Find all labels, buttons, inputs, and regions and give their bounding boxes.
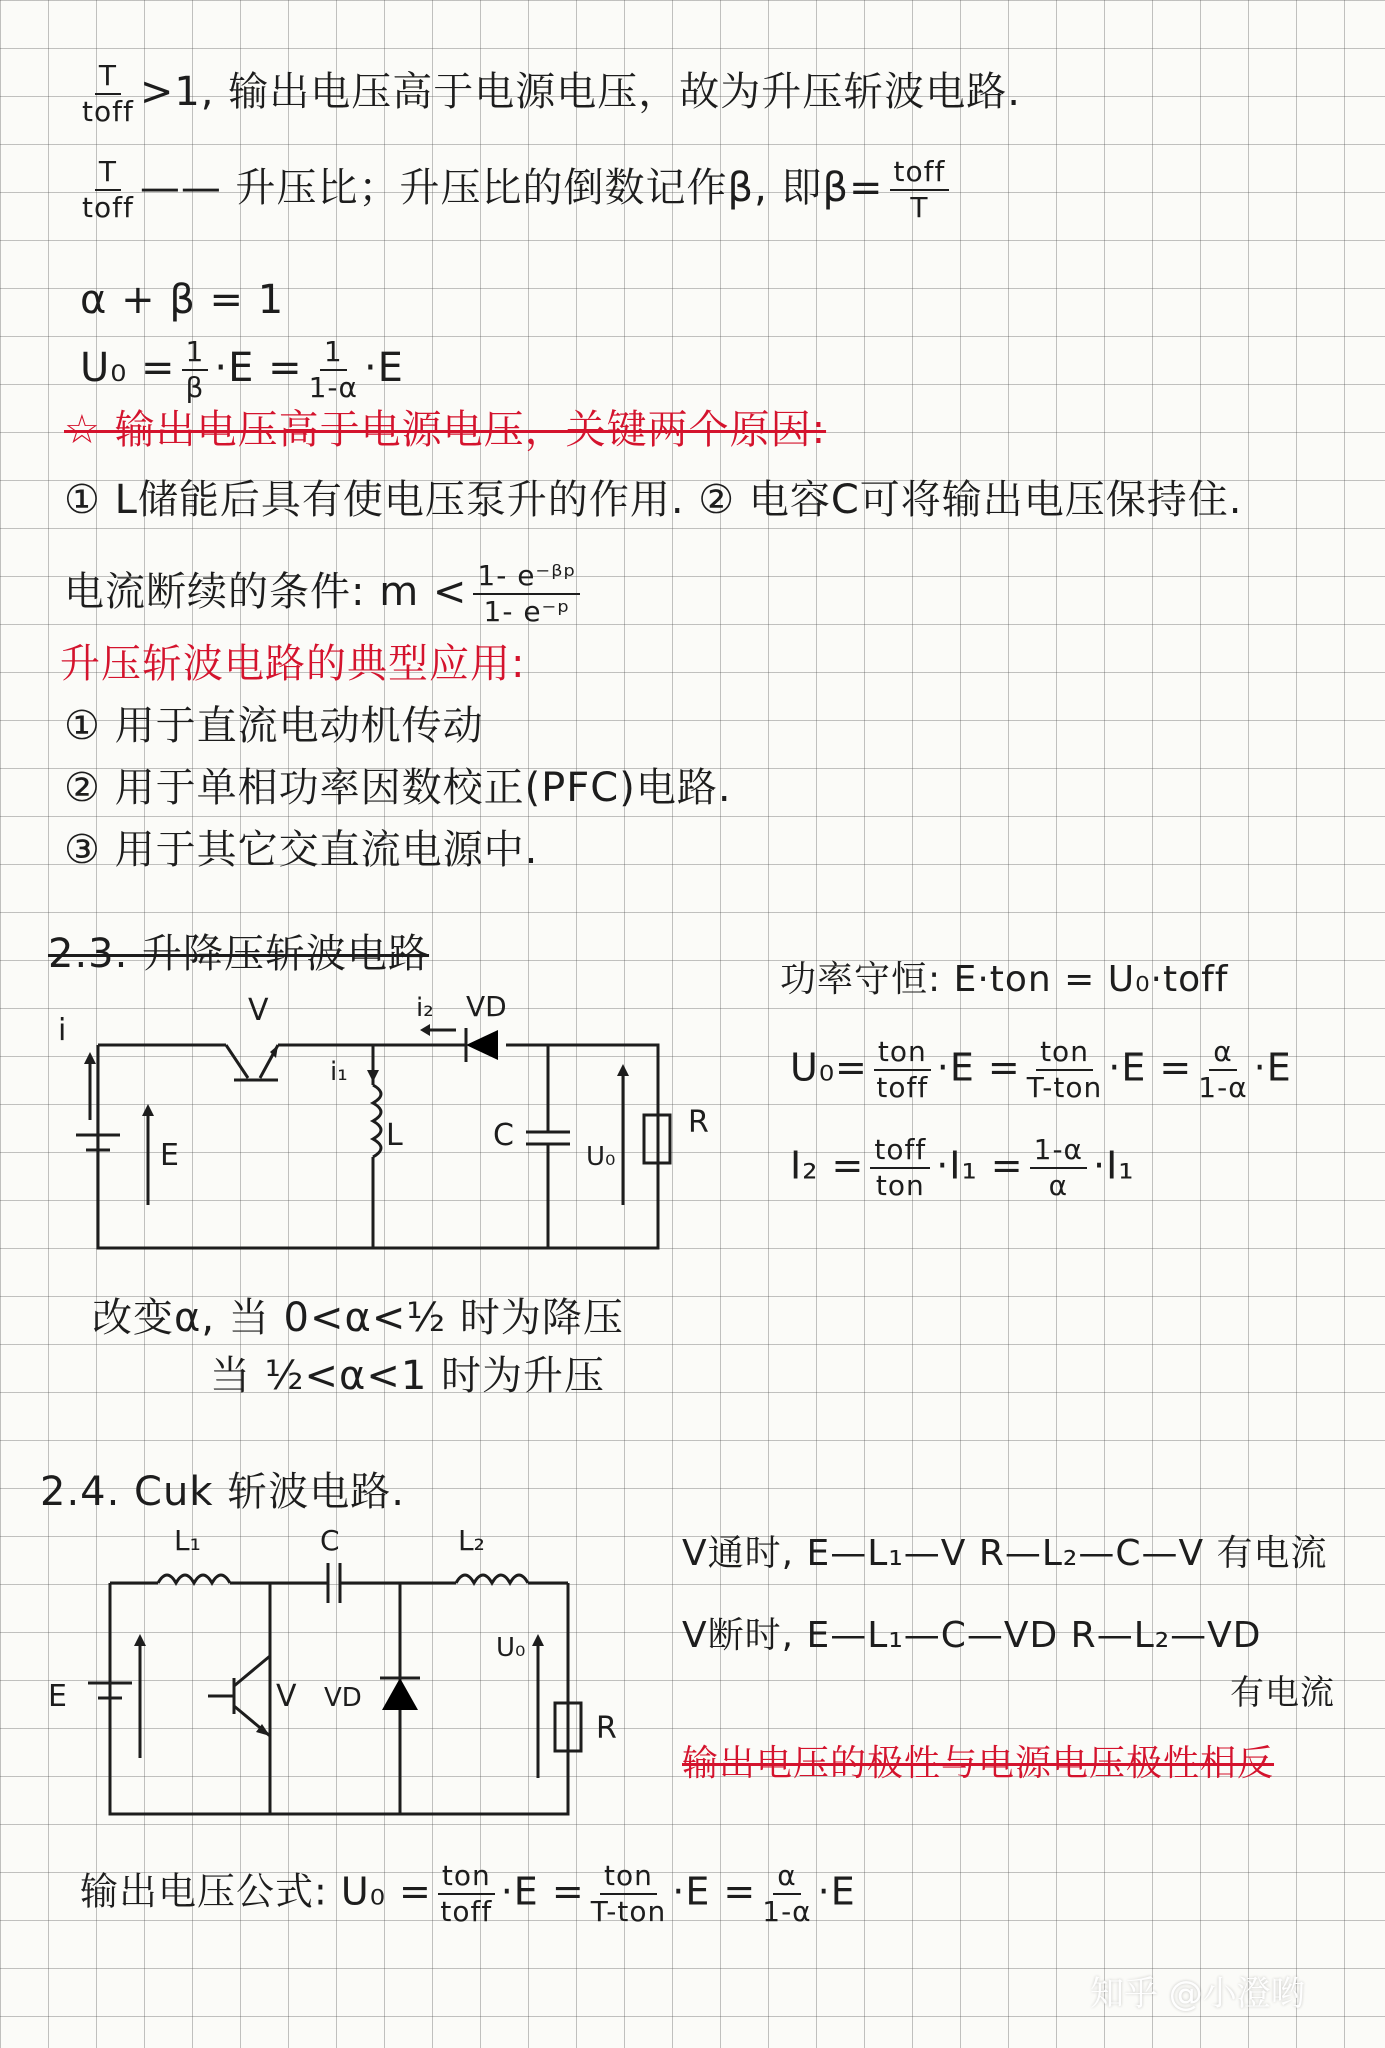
label-l: L [386,1118,403,1153]
label-i2: i₂ [416,993,434,1023]
formula-tail: ·E [817,1869,856,1914]
buckboost-voltage-formula [790,1036,1292,1104]
ton-over-t-minus-ton-fraction [1027,1036,1103,1104]
ton-over-t-minus-ton-fraction [591,1860,667,1928]
one-over-one-minus-alpha-fraction [309,336,358,404]
fraction-denominator: toff [82,95,134,129]
i2-arrowhead [420,1024,430,1036]
buckboost-current-formula [790,1134,1135,1202]
alpha-over-one-minus-alpha-fraction [1198,1036,1247,1104]
formula-operator: ·E = [1108,1045,1193,1090]
i-arrowhead [84,1052,96,1064]
fraction-denominator: 1-α [762,1895,812,1929]
u0-arrowhead [532,1634,544,1646]
fraction-denominator: 1-α [1198,1071,1248,1105]
e-arrowhead [142,1104,154,1116]
fraction-numerator: toff [870,1134,930,1169]
fraction-denominator: 1-α [308,371,358,405]
diode-symbol [466,1030,498,1060]
transistor-legs [234,1656,270,1736]
t-over-toff-fraction [82,156,134,224]
formula-operator: ·E = [500,1869,585,1914]
fraction-numerator: 1 [182,336,209,371]
one-over-beta-fraction [182,336,209,404]
application-item: ② 用于单相功率因数校正(PFC)电路. [64,765,732,811]
alpha-over-one-minus-alpha-fraction [762,1860,811,1928]
fraction-numerator: 1-α [1030,1134,1087,1169]
label-r: R [688,1105,709,1140]
fraction-numerator: α [773,1860,800,1895]
label-i: i [58,1013,67,1048]
buckboost-circuit-diagram [48,990,709,1300]
label-c: C [493,1118,514,1153]
applications-title: 升压斩波电路的典型应用: [60,641,526,687]
fraction-denominator: toff [82,191,134,225]
condition-fraction [473,560,580,628]
fraction-numerator: T [95,156,121,191]
fraction-denominator: T-ton [590,1895,667,1929]
formula-lhs: I₂ = [790,1143,865,1188]
fraction-numerator: ton [874,1036,931,1071]
fraction-numerator: ton [600,1860,657,1895]
fraction-numerator: toff [890,156,950,191]
fraction-denominator: ton [875,1169,925,1203]
boost-ratio-definition-text: —— 升压比；升压比的倒数记作β, 即β= [139,165,884,212]
boost-ratio-text: >1, 输出电压高于电源电压，故为升压斩波电路. [139,69,1021,116]
condition-label: 电流断续的条件: m < [64,569,468,616]
buckboost-heading: 2.3. 升降压斩波电路 [48,931,430,977]
cuk-off-tail: 有电流 [1230,1673,1335,1713]
label-r: R [596,1711,617,1746]
label-u0: U₀ [586,1142,616,1172]
formula-label: 输出电压公式: U₀ = [80,1869,432,1914]
ton-over-toff-fraction [874,1036,931,1104]
beta-fraction [890,156,950,224]
diode-symbol [382,1678,418,1710]
formula-lhs: U₀ = [80,345,176,392]
formula-operator: ·I₁ = [936,1143,1024,1188]
cuk-heading: 2.4. Cuk 斩波电路. [40,1469,405,1515]
transistor-symbol [226,1045,278,1080]
boost-ratio-definition [76,156,955,224]
cuk-off-path: V断时, E—L₁—C—VD R—L₂—VD [682,1615,1262,1656]
boost-output-formula [80,336,404,404]
fraction-numerator: 1- e⁻ᵝᵖ [473,560,580,595]
label-e: E [160,1138,179,1173]
alpha-beta-relation: α + β = 1 [80,277,285,323]
application-item: ③ 用于其它交直流电源中. [64,827,539,873]
label-c: C [320,1524,340,1557]
cuk-on-path: V通时, E—L₁—V R—L₂—C—V 有电流 [682,1533,1328,1574]
e-arrowhead [134,1634,146,1646]
fraction-numerator: α [1209,1036,1236,1071]
cuk-circuit-diagram [48,1524,648,1828]
label-u0: U₀ [496,1633,526,1663]
fraction-numerator: 1 [320,336,347,371]
power-conservation: 功率守恒: E·ton = U₀·toff [780,959,1229,1000]
fraction-denominator: β [185,371,205,405]
fraction-numerator: T [95,60,121,95]
ton-over-toff-fraction [438,1860,495,1928]
label-vd: VD [466,990,507,1023]
boost-ratio-line [76,60,1021,128]
label-i1: i₁ [330,1057,348,1087]
formula-tail: ·E [363,345,404,392]
discontinuous-current-condition [64,560,586,628]
key-reasons-text: ① L储能后具有使电压泵升的作用. ② 电容C可将输出电压保持住. [64,477,1243,523]
application-item: ① 用于直流电动机传动 [64,703,484,749]
label-l2: L₂ [458,1524,485,1557]
fraction-numerator: ton [1036,1036,1093,1071]
fraction-denominator: toff [440,1895,493,1929]
fraction-denominator: T [910,191,929,225]
inductor-l2 [456,1575,528,1583]
fraction-denominator: toff [876,1071,929,1105]
formula-tail: ·I₁ [1093,1143,1135,1188]
label-e: E [48,1679,67,1714]
fraction-denominator: T-ton [1026,1071,1103,1105]
cuk-polarity-note: 输出电压的极性与电源电压极性相反 [682,1743,1275,1784]
formula-tail: ·E [1253,1045,1292,1090]
key-reasons-title: ☆ 输出电压高于电源电压，关键两个原因: [64,407,827,453]
label-v: V [276,1679,297,1714]
i1-arrowhead [367,1070,379,1082]
fraction-numerator: ton [438,1860,495,1895]
formula-operator: ·E = [936,1045,1021,1090]
t-over-toff-fraction [82,60,134,128]
label-v: V [248,993,269,1028]
one-minus-alpha-over-alpha-fraction [1030,1134,1087,1202]
label-vd: VD [324,1683,362,1713]
toff-over-ton-fraction [870,1134,930,1202]
outer-wire [98,1045,658,1248]
label-l1: L₁ [174,1524,201,1557]
inductor-coil [373,1085,381,1157]
alpha-note-boost: 当 ½<α<1 时为升压 [210,1353,606,1399]
formula-operator: ·E = [672,1869,757,1914]
formula-operator: ·E = [214,345,303,392]
u0-arrowhead [617,1064,629,1076]
alpha-note-buck: 改变α, 当 0<α<½ 时为降压 [92,1295,624,1341]
fraction-denominator: 1- e⁻ᵖ [483,595,571,629]
cuk-output-formula [80,1860,856,1928]
formula-lhs: U₀= [790,1045,868,1090]
fraction-denominator: α [1048,1169,1069,1203]
inductor-l1 [158,1575,230,1583]
watermark: 知乎 @小澄哟 [1090,1974,1305,2014]
